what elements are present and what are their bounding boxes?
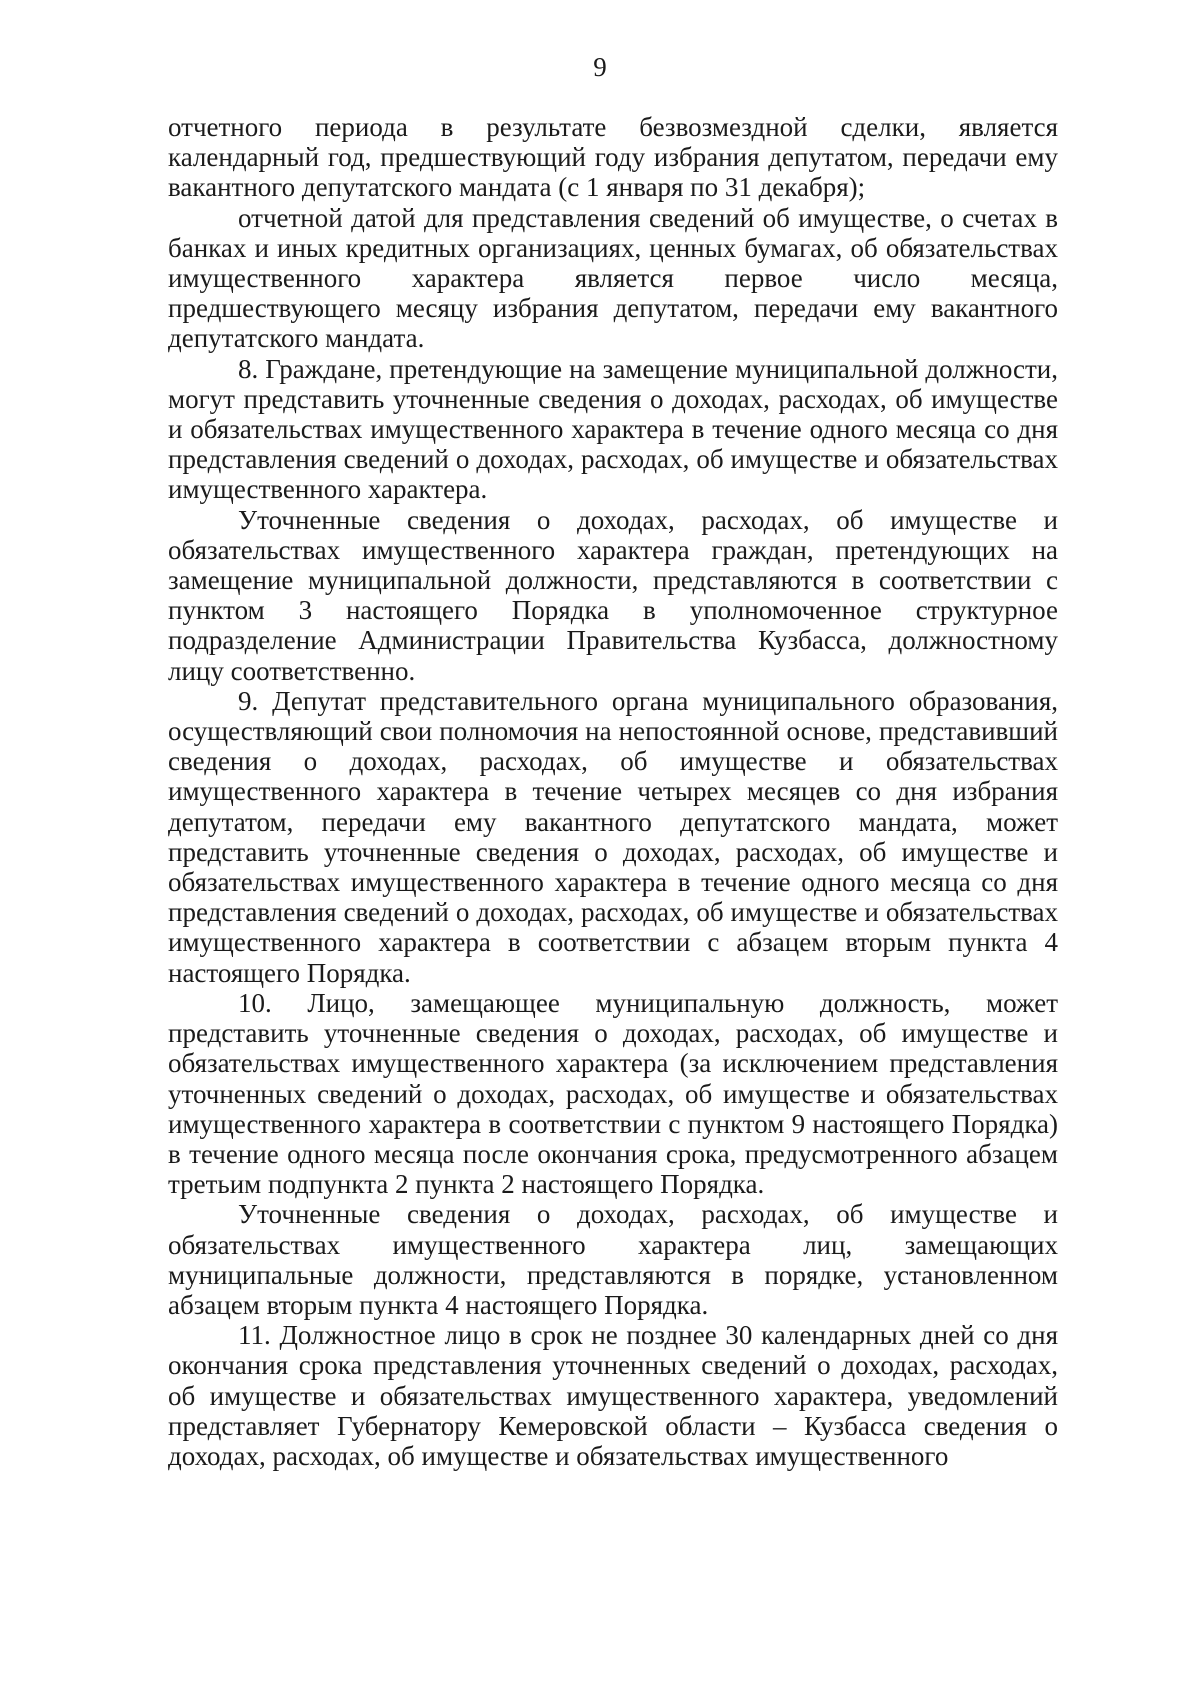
paragraph-item-8-clarified: Уточненные сведения о доходах, расходах, об имуществе и обязательствах имущественного характера граждан, претендующих на замещение муниципальной должности, представляются в соответствии с пунктом 3 настоящего Порядка в уполномоченное структурное подразделение Администрации Правительства Кузбасса, должностному лицу соответственно.: [168, 504, 1058, 686]
page-number: 9: [593, 52, 607, 82]
paragraph-item-8: 8. Граждане, претендующие на замещение муниципальной должности, могут представить уточненные сведения о доходах, расходах, об имуществе и обязательствах имущественного характера в течение одного месяца со дня представления сведений о доходах, расходах, об имуществе и обязательствах имущественного характера.: [168, 353, 1058, 505]
paragraph-item-10-clarified: Уточненные сведения о доходах, расходах, об имуществе и обязательствах имущественного характера лиц, замещающих муниципальные должности, представляются в порядке, установленном абзацем вторым пункта 4 настоящего Порядка.: [168, 1199, 1058, 1320]
document-body: [168, 112, 1058, 1471]
paragraph-item-10: 10. Лицо, замещающее муниципальную должность, может представить уточненные сведения о доходах, расходах, об имуществе и обязательствах имущественного характера (за исключением представления уточненных сведений о доходах, расходах, об имуществе и обязательствах имущественного характера в соответствии с пунктом 9 настоящего Порядка) в течение одного месяца после окончания срока, предусмотренного абзацем третьим подпункта 2 пункта 2 настоящего Порядка.: [168, 987, 1058, 1200]
paragraph-item-9: 9. Депутат представительного органа муниципального образования, осуществляющий свои полномочия на непостоянной основе, представивший сведения о доходах, расходах, об имуществе и обязательствах имущественного характера в течение четырех месяцев со дня избрания депутатом, передачи ему вакантного депутатского мандата, может представить уточненные сведения о доходах, расходах, об имуществе и обязательствах имущественного характера в течение одного месяца со дня представления сведений о доходах, расходах, об имуществе и обязательствах имущественного характера в соответствии с абзацем вторым пункта 4 настоящего Порядка.: [168, 685, 1058, 988]
paragraph-continuation: отчетного периода в результате безвозмездной сделки, является календарный год, предшествующий году избрания депутатом, передачи ему вакантного депутатского мандата (с 1 января по 31 декабря);: [168, 112, 1058, 203]
paragraph-reporting-date: отчетной датой для представления сведений об имуществе, о счетах в банках и иных кредитных организациях, ценных бумагах, об обязательствах имущественного характера является первое число месяца, предшествующего месяцу избрания депутатом, передачи ему вакантного депутатского мандата.: [168, 202, 1058, 354]
paragraph-item-11: 11. Должностное лицо в срок не позднее 30 календарных дней со дня окончания срока представления уточненных сведений о доходах, расходах, об имуществе и обязательствах имущественного характера, уведомлений представляет Губернатору Кемеровской области – Кузбасса сведения о доходах, расходах, об имуществе и обязательствах имущественного: [168, 1320, 1058, 1471]
